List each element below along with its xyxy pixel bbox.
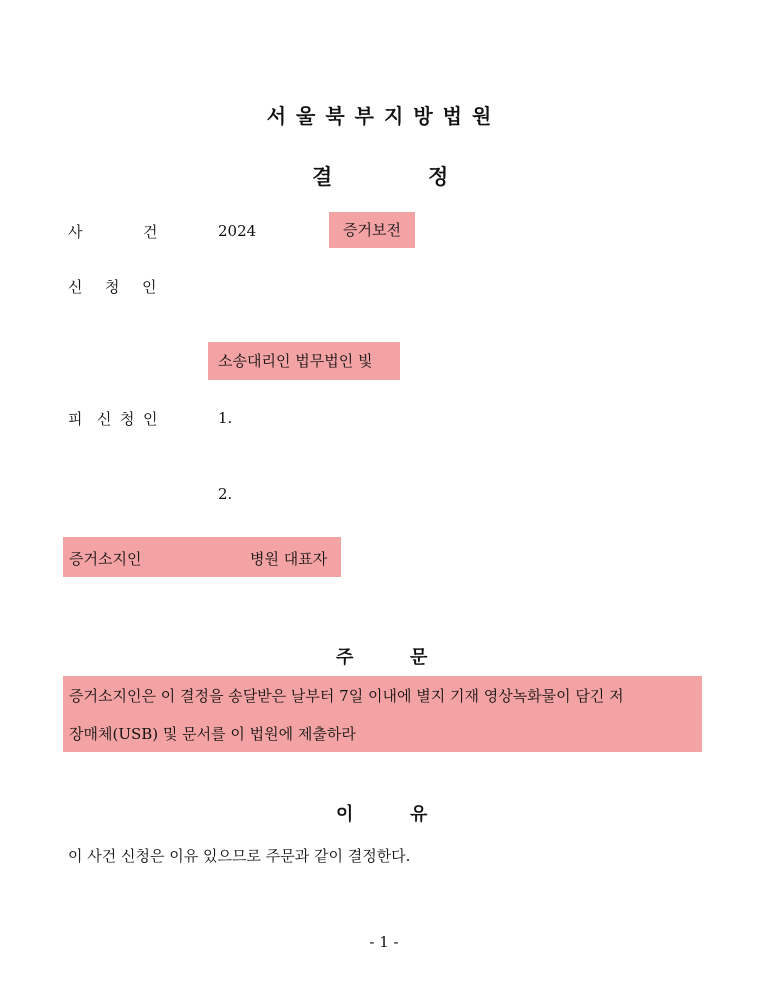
order-heading-right: 문 [410, 647, 428, 668]
respondent-item-2: 2. [218, 485, 233, 503]
reason-text: 이 사건 신청은 이유 있으므로 주문과 같이 결정한다. [68, 847, 411, 865]
page-number: - 1 - [369, 933, 399, 951]
evidence-holder-value: 병원 대표자 [250, 550, 328, 568]
case-label-left: 사 [68, 223, 83, 241]
legal-agent: 소송대리인 법무법인 빛 [208, 342, 400, 380]
case-label-right: 건 [143, 223, 158, 241]
order-text-line-1: 증거소지인은 이 결정을 송달받은 날부터 7일 이내에 별지 기재 영상녹화물이 담긴 저 [69, 687, 624, 705]
respondent-label-1: 피 [68, 410, 83, 428]
respondent-label-2: 신 [97, 410, 112, 428]
respondent-label-3: 청 [120, 410, 135, 428]
applicant-label-1: 신 [68, 278, 83, 296]
case-type: 증거보전 [329, 212, 415, 248]
applicant-label-2: 청 [105, 278, 120, 296]
order-text-block [63, 676, 702, 752]
respondent-item-1: 1. [218, 409, 233, 427]
order-text-line-2: 장매체(USB) 및 문서를 이 법원에 제출하라 [69, 725, 356, 743]
document-title-right: 정 [428, 165, 449, 189]
document-title-left: 결 [312, 165, 333, 189]
reason-heading-left: 이 [336, 804, 354, 825]
respondent-label-4: 인 [143, 410, 158, 428]
evidence-holder-label: 증거소지인 [69, 550, 142, 568]
evidence-holder-row [63, 537, 341, 577]
applicant-label-3: 인 [142, 278, 157, 296]
order-heading-left: 주 [336, 647, 354, 668]
reason-heading-right: 유 [410, 804, 428, 825]
court-name: 서울북부지방법원 [266, 104, 502, 128]
case-number: 2024 [218, 222, 257, 240]
